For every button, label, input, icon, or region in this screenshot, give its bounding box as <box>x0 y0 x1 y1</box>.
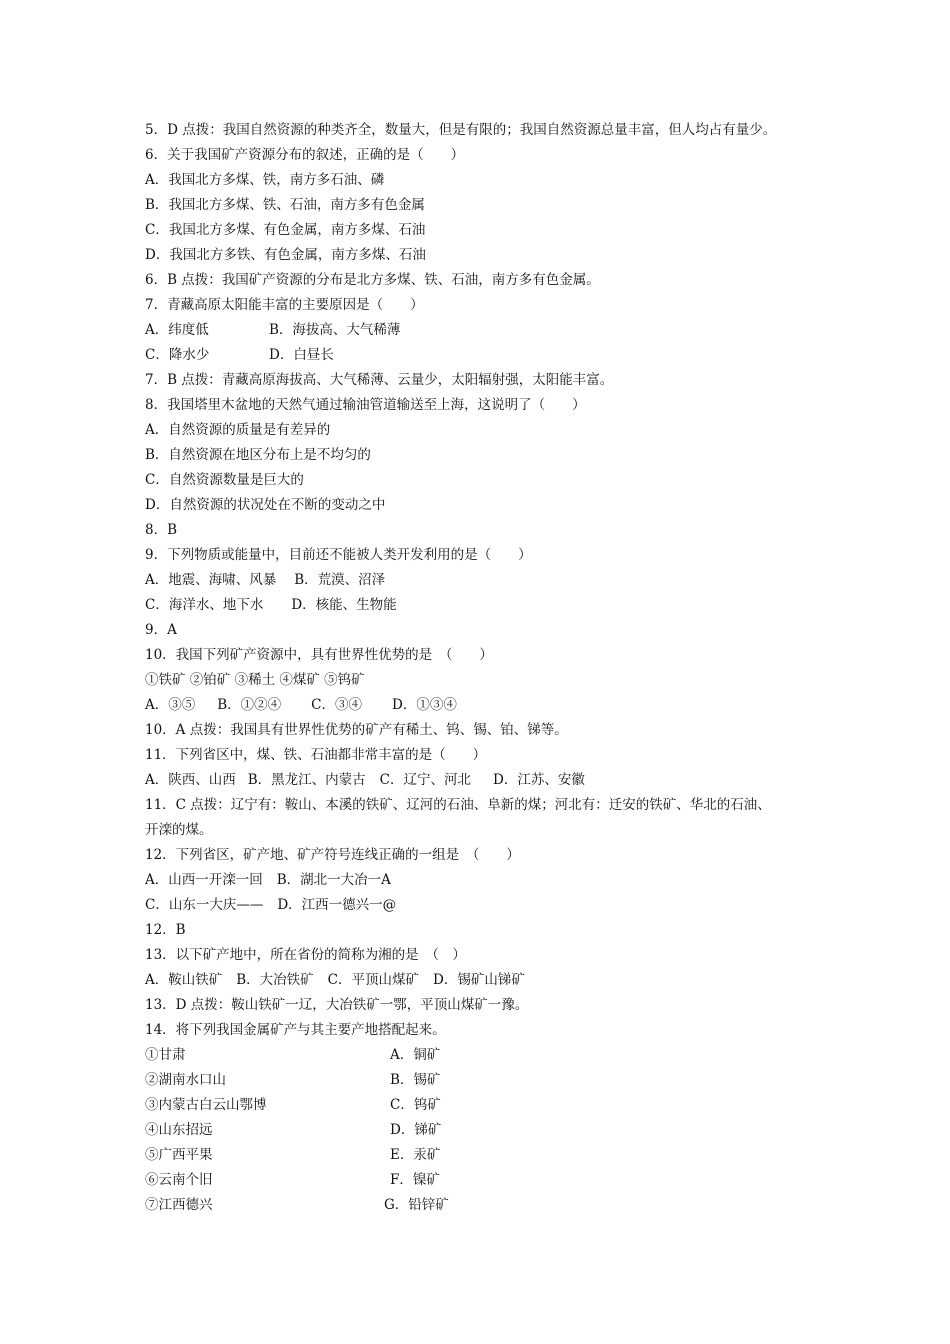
answer-5: 5．D 点拨：我国自然资源的种类齐全，数量大，但是有限的；我国自然资源总量丰富，但人均占有量少。 <box>145 122 777 138</box>
question-14: 14．将下列我国金属矿产与其主要产地搭配起来。 <box>145 1022 446 1038</box>
question-10-option-c: C．③④ <box>311 697 363 713</box>
document-content <box>145 118 825 1218</box>
question-11-option-a: A．陕西、山西 <box>145 772 236 788</box>
question-12-options-ab <box>145 868 825 893</box>
match-row <box>145 1118 825 1143</box>
match-row <box>145 1043 825 1068</box>
match-left-item: ⑥云南个旧 <box>145 1172 213 1188</box>
match-left-item: ①甘肃 <box>145 1047 186 1063</box>
answer-12: 12．B <box>145 922 186 938</box>
question-8: 8．我国塔里木盆地的天然气通过输油管道输送至上海，这说明了（ ） <box>145 397 586 413</box>
match-row <box>145 1193 825 1218</box>
match-left-item: ③内蒙古白云山鄂博 <box>145 1097 267 1113</box>
question-13-option-d: D．锡矿山锑矿 <box>433 972 525 988</box>
question-13-option-a: A．鞍山铁矿 <box>145 972 223 988</box>
question-12-option-a: A．山西一开滦一回 <box>145 872 263 888</box>
question-10-option-b: B．①②④ <box>217 697 282 713</box>
question-13: 13．以下矿产地中，所在省份的简称为湘的是 （ ） <box>145 947 466 963</box>
question-8-option-b: B．自然资源在地区分布上是不均匀的 <box>145 447 371 463</box>
answer-10: 10．A 点拨：我国具有世界性优势的矿产有稀土、钨、锡、铂、锑等。 <box>145 722 568 738</box>
match-left-item: ④山东招远 <box>145 1122 213 1138</box>
question-8-option-d: D．自然资源的状况处在不断的变动之中 <box>145 497 386 513</box>
question-12-option-c: C．山东一大庆—— <box>145 897 264 913</box>
question-7-option-a: A．纬度低 <box>145 322 209 338</box>
question-7-option-d: D．白昼长 <box>269 347 334 363</box>
question-12-option-b: B．湖北一大冶一A <box>276 872 391 888</box>
question-11-option-b: B．黑龙江、内蒙古 <box>247 772 366 788</box>
question-9-option-d: D．核能、生物能 <box>291 597 397 613</box>
question-10: 10．我国下列矿产资源中，具有世界性优势的是 （ ） <box>145 647 493 663</box>
match-right-item: D．锑矿 <box>390 1122 442 1138</box>
question-9-options-ab <box>145 568 825 593</box>
question-11: 11．下列省区中，煤、铁、石油都非常丰富的是（ ） <box>145 747 487 763</box>
question-13-option-c: C．平顶山煤矿 <box>327 972 420 988</box>
question-12-option-d: D．江西一德兴一@ <box>277 897 397 913</box>
match-left-item: ⑦江西德兴 <box>145 1197 213 1213</box>
answer-7: 7．B 点拨：青藏高原海拔高、大气稀薄、云量少，太阳辐射强，太阳能丰富。 <box>145 372 614 388</box>
question-12: 12．下列省区，矿产地、矿产符号连线正确的一组是 （ ） <box>145 847 520 863</box>
match-right-item: E．汞矿 <box>390 1147 441 1163</box>
match-row <box>145 1143 825 1168</box>
question-6-option-a: A．我国北方多煤、铁，南方多石油、磷 <box>145 172 385 188</box>
question-8-option-c: C．自然资源数量是巨大的 <box>145 472 304 488</box>
question-6-option-b: B．我国北方多煤、铁、石油，南方多有色金属 <box>145 197 425 213</box>
match-right-item: G．铅锌矿 <box>384 1197 449 1213</box>
question-7: 7．青藏高原太阳能丰富的主要原因是（ ） <box>145 297 424 313</box>
match-right-item: C．钨矿 <box>390 1097 441 1113</box>
question-6-option-d: D．我国北方多铁、有色金属，南方多煤、石油 <box>145 247 426 263</box>
question-9: 9．下列物质或能量中，目前还不能被人类开发利用的是（ ） <box>145 547 532 563</box>
question-8-option-a: A．自然资源的质量是有差异的 <box>145 422 331 438</box>
match-right-item: F．镍矿 <box>390 1172 440 1188</box>
question-9-option-a: A．地震、海啸、风暴 <box>145 572 277 588</box>
question-11-option-c: C．辽宁、河北 <box>379 772 472 788</box>
question-11-options <box>145 768 825 793</box>
match-right-item: B．锡矿 <box>390 1072 441 1088</box>
question-12-options-cd <box>145 893 825 918</box>
question-13-option-b: B．大冶铁矿 <box>236 972 314 988</box>
answer-6: 6．B 点拨：我国矿产资源的分布是北方多煤、铁、石油，南方多有色金属。 <box>145 272 600 288</box>
question-9-option-c: C．海洋水、地下水 <box>145 597 264 613</box>
match-row <box>145 1093 825 1118</box>
answer-11: 11．C 点拨：辽宁有：鞍山、本溪的铁矿、辽河的石油、阜新的煤；河北有：迁安的铁矿、华北的石油、 <box>145 797 771 813</box>
question-7-options-cd <box>145 343 825 368</box>
question-6: 6．关于我国矿产资源分布的叙述，正确的是（ ） <box>145 147 465 163</box>
question-10-option-d: D．①③④ <box>392 697 457 713</box>
question-7-option-c: C．降水少 <box>145 347 210 363</box>
question-11-option-d: D．江苏、安徽 <box>493 772 585 788</box>
question-7-option-b: B．海拔高、大气稀薄 <box>269 322 401 338</box>
question-10-option-a: A．③⑤ <box>145 697 196 713</box>
match-left-item: ②湖南水口山 <box>145 1072 226 1088</box>
match-right-item: A．铜矿 <box>390 1047 441 1063</box>
question-7-options-ab <box>145 318 825 343</box>
match-left-item: ⑤广西平果 <box>145 1147 213 1163</box>
question-13-options <box>145 968 825 993</box>
match-row <box>145 1168 825 1193</box>
answer-8: 8．B <box>145 522 178 538</box>
question-9-options-cd <box>145 593 825 618</box>
question-6-option-c: C．我国北方多煤、有色金属，南方多煤、石油 <box>145 222 426 238</box>
match-row <box>145 1068 825 1093</box>
question-10-items: ①铁矿 ②铂矿 ③稀土 ④煤矿 ⑤钨矿 <box>145 672 365 688</box>
answer-9: 9．A <box>145 622 177 638</box>
question-9-option-b: B．荒漠、沼泽 <box>294 572 386 588</box>
answer-11-continued: 开滦的煤。 <box>145 822 213 838</box>
answer-13: 13．D 点拨：鞍山铁矿一辽，大冶铁矿一鄂，平顶山煤矿一豫。 <box>145 997 529 1013</box>
question-10-options <box>145 693 825 718</box>
